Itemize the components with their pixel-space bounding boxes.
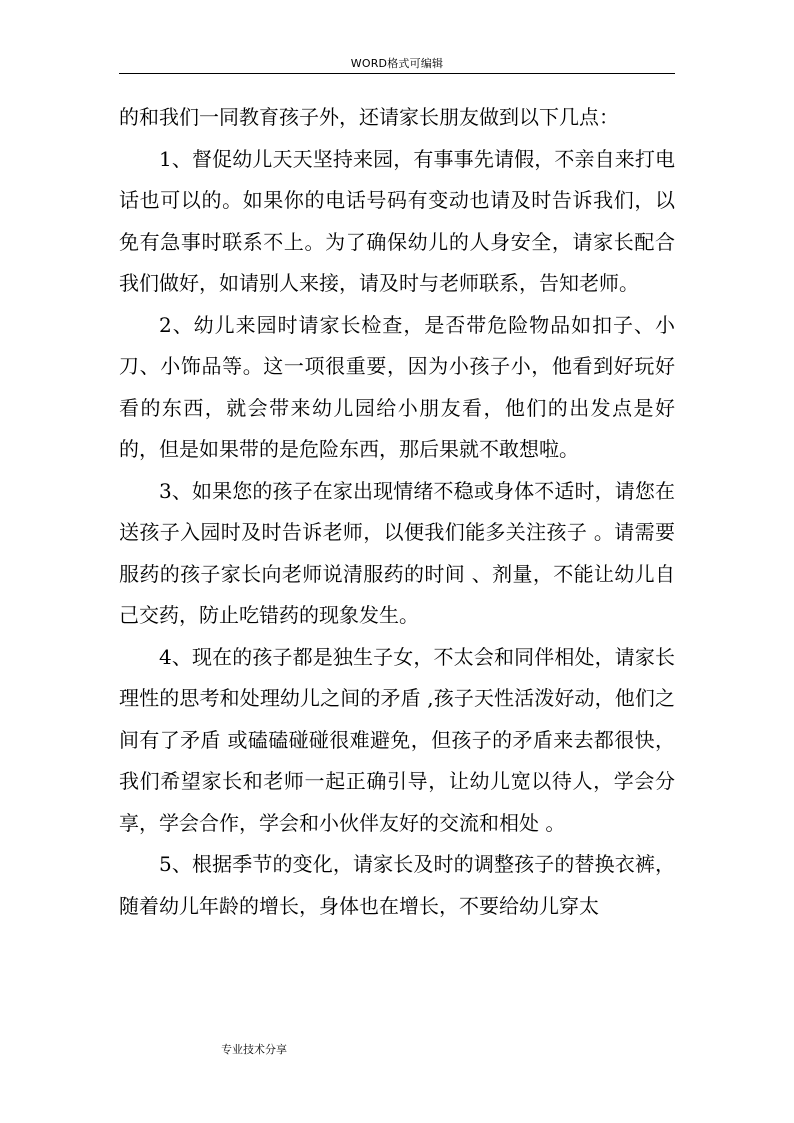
page-footer: 专业技术分享 [221,1043,287,1056]
document-body [119,97,675,927]
paragraph-item-5: 5、根据季节的变化，请家长及时的调整孩子的替换衣裤，随着幼儿年龄的增长，身体也在增长，不要给幼儿穿太 [119,852,675,918]
paragraph-item-4: 4、现在的孩子都是独生子女，不太会和同伴相处，请家长理性的思考和处理幼儿之间的矛盾 ,孩子天性活泼好动，他们之间有了矛盾 或磕磕碰碰很难避免，但孩子的矛盾来去都很快，我们希望家长和老师一起正确引导，让幼儿宽以待人，学会分享，学会合作，学会和小伙伴友好的交流和相处 。 [119,644,675,835]
paragraph-item-2: 2、幼儿来园时请家长检查，是否带危险物品如扣子、小刀、小饰品等。这一项很重要，因为小孩子小，他看到好玩好看的东西，就会带来幼儿园给小朋友看，他们的出发点是好的，但是如果带的是危险东西，那后果就不敢想啦。 [119,312,675,461]
paragraph-item-3: 3、如果您的孩子在家出现情绪不稳或身体不适时，请您在送孩子入园时及时告诉老师，以便我们能多关注孩子 。请需要服药的孩子家长向老师说清服药的时间 、剂量，不能让幼儿自己交药，防止吃错药的现象发生。 [119,478,675,627]
page-header: WORD格式可编辑 [350,57,444,70]
paragraph-intro: 的和我们一同教育孩子外，还请家长朋友做到以下几点： [119,105,619,129]
paragraph-item-1: 1、督促幼儿天天坚持来园，有事事先请假，不亲自来打电话也可以的。如果你的电话号码有变动也请及时告诉我们，以免有急事时联系不上。为了确保幼儿的人身安全，请家长配合我们做好，如请别人来接，请及时与老师联系，告知老师。 [119,146,675,295]
header-divider [119,73,675,74]
